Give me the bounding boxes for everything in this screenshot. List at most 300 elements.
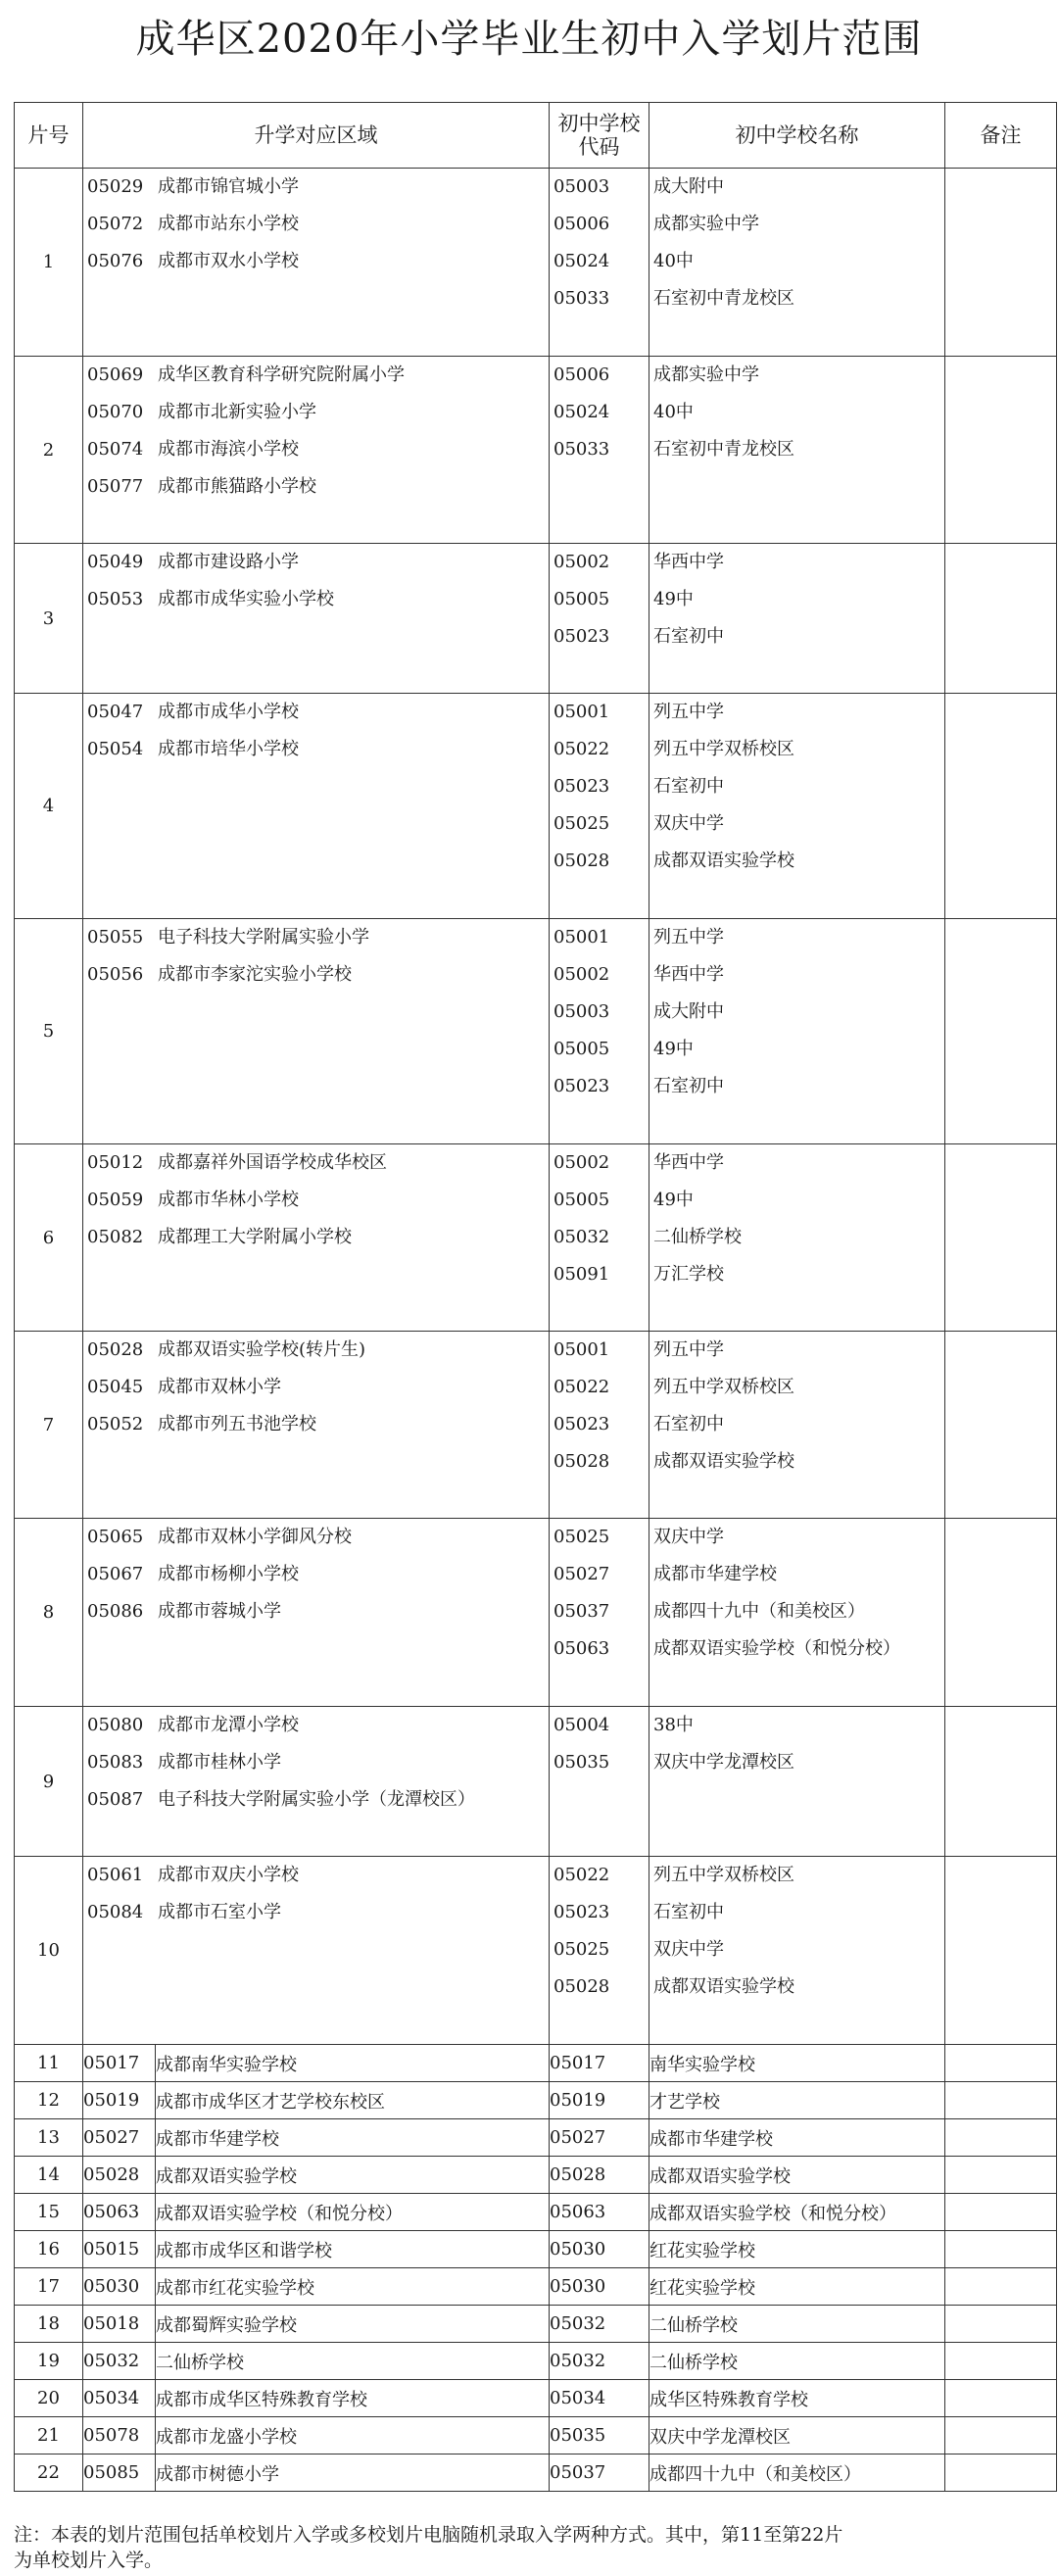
- middle-school-name: 华西中学: [653, 1152, 724, 1173]
- middle-school-name: 成都实验中学: [653, 365, 759, 385]
- primary-school-entry: [83, 919, 549, 956]
- middle-school-code: 05023: [553, 1902, 610, 1922]
- primary-school-entry: [83, 1894, 549, 1931]
- middle-school-name: 成都双语实验学校（和悦分校）: [653, 1638, 900, 1659]
- middle-school-code: 05063: [550, 2194, 649, 2231]
- zone-number: 21: [15, 2417, 83, 2454]
- primary-school-code: 05032: [83, 2343, 156, 2380]
- primary-school-code: 05034: [83, 2380, 156, 2417]
- primary-school-code: 05027: [83, 2119, 156, 2157]
- middle-school-code: 05028: [553, 1451, 610, 1472]
- primary-school-name: 成都市华建学校: [156, 2119, 550, 2157]
- middle-school-name: 49中: [653, 1039, 694, 1059]
- primary-school-entry: [83, 544, 549, 581]
- middle-school-name: 石室初中: [653, 1076, 724, 1096]
- middle-school-name: 成大附中: [653, 1001, 724, 1022]
- middle-school-code: 05001: [553, 927, 610, 948]
- primary-school-entry: [83, 1707, 549, 1744]
- footnote-line-2: 为单校划片入学。: [14, 2550, 164, 2571]
- zone-number: 3: [15, 544, 83, 694]
- primary-school-name: 成都市红花实验学校: [156, 2268, 550, 2306]
- primary-school-code: 05059: [87, 1190, 144, 1210]
- primary-school-name: 成都双语实验学校(转片生): [158, 1339, 366, 1360]
- primary-school-name: 成都市龙盛小学校: [156, 2417, 550, 2454]
- remark-cell: [945, 2306, 1057, 2343]
- primary-school-entry: [83, 1857, 549, 1894]
- remark-cell: [945, 357, 1057, 544]
- middle-school-name: 双庆中学龙潭校区: [653, 1752, 794, 1773]
- middle-school-code: 05006: [553, 365, 610, 385]
- primary-school-code: 05028: [87, 1339, 144, 1360]
- middle-school-code: 05030: [550, 2268, 649, 2306]
- header-school-code: [550, 103, 649, 169]
- middle-school-name: 成都双语实验学校（和悦分校）: [649, 2194, 945, 2231]
- zone-number: 13: [15, 2119, 83, 2157]
- zone-number: 2: [15, 357, 83, 544]
- zone-number: 11: [15, 2045, 83, 2082]
- remark-cell: [945, 2082, 1057, 2119]
- primary-school-name: 成都市成华区才艺学校东校区: [156, 2082, 550, 2119]
- middle-school-name: 华西中学: [653, 964, 724, 985]
- header-school-code-line1: 初中学校: [557, 112, 641, 135]
- primary-school-list: [83, 357, 550, 544]
- middle-school-code: 05032: [550, 2306, 649, 2343]
- primary-school-entry: [83, 468, 549, 506]
- primary-school-entry: [83, 1556, 549, 1593]
- primary-school-entry: [83, 1781, 549, 1819]
- middle-school-name-list: [649, 1332, 945, 1519]
- middle-school-name: 二仙桥学校: [649, 2306, 945, 2343]
- remark-cell: [945, 1144, 1057, 1332]
- middle-school-code: 05002: [553, 552, 610, 572]
- middle-school-code: 05063: [553, 1638, 610, 1659]
- middle-school-code-list: [550, 169, 649, 357]
- middle-school-name: 列五中学双桥校区: [653, 1865, 794, 1885]
- primary-school-code: 05061: [87, 1865, 144, 1885]
- primary-school-entry: [83, 1332, 549, 1369]
- middle-school-name: 成都双语实验学校: [653, 1451, 794, 1472]
- primary-school-code: 05028: [83, 2157, 156, 2194]
- primary-school-list: [83, 1144, 550, 1332]
- primary-school-name: 成都市杨柳小学校: [158, 1564, 299, 1584]
- primary-school-code: 05049: [87, 552, 144, 572]
- middle-school-name: 万汇学校: [653, 1264, 724, 1285]
- primary-school-name: 成都市成华区特殊教育学校: [156, 2380, 550, 2417]
- primary-school-name: 成华区教育科学研究院附属小学: [158, 365, 405, 385]
- primary-school-name: 成都市培华小学校: [158, 739, 299, 759]
- table-header-row: [15, 103, 1057, 169]
- middle-school-code: 05024: [553, 402, 610, 422]
- zone-number: 20: [15, 2380, 83, 2417]
- single-zone-row: [15, 2268, 1057, 2306]
- middle-school-code: 05028: [553, 851, 610, 871]
- primary-school-code: 05018: [83, 2306, 156, 2343]
- middle-school-code: 05004: [553, 1715, 610, 1735]
- middle-school-name: 石室初中: [653, 776, 724, 797]
- primary-school-code: 05080: [87, 1715, 144, 1735]
- remark-cell: [945, 2157, 1057, 2194]
- primary-school-code: 05085: [83, 2454, 156, 2492]
- primary-school-name: 成都市北新实验小学: [158, 402, 316, 422]
- remark-cell: [945, 2045, 1057, 2082]
- primary-school-entry: [83, 581, 549, 618]
- primary-school-entry: [83, 1519, 549, 1556]
- primary-school-name: 成都市龙潭小学校: [158, 1715, 299, 1735]
- primary-school-name: 成都市桂林小学: [158, 1752, 281, 1773]
- zone-number: 18: [15, 2306, 83, 2343]
- middle-school-code: 05023: [553, 776, 610, 797]
- middle-school-name: 49中: [653, 1190, 694, 1210]
- primary-school-code: 05053: [87, 589, 144, 609]
- primary-school-name: 成都市石室小学: [158, 1902, 281, 1922]
- primary-school-name: 成都市成华小学校: [158, 702, 299, 722]
- header-school-name: 初中学校名称: [649, 103, 945, 169]
- single-zone-row: [15, 2082, 1057, 2119]
- middle-school-code-list: [550, 694, 649, 919]
- middle-school-name: 成都实验中学: [653, 214, 759, 234]
- primary-school-list: [83, 1857, 550, 2045]
- primary-school-entry: [83, 1219, 549, 1256]
- zone-row: [15, 1144, 1057, 1332]
- single-zone-row: [15, 2045, 1057, 2082]
- middle-school-name: 列五中学: [653, 702, 724, 722]
- middle-school-code: 05003: [553, 176, 610, 197]
- remark-cell: [945, 169, 1057, 357]
- middle-school-code: 05005: [553, 1190, 610, 1210]
- middle-school-name: 列五中学双桥校区: [653, 739, 794, 759]
- primary-school-name: 成都市蓉城小学: [158, 1601, 281, 1622]
- primary-school-code: 05029: [87, 176, 144, 197]
- primary-school-list: [83, 694, 550, 919]
- remark-cell: [945, 544, 1057, 694]
- zone-number: 8: [15, 1519, 83, 1707]
- zoning-table: [14, 102, 1057, 2492]
- middle-school-code: 05025: [553, 1527, 610, 1547]
- single-zone-row: [15, 2194, 1057, 2231]
- remark-cell: [945, 1707, 1057, 1857]
- primary-school-list: [83, 544, 550, 694]
- primary-school-code: 05076: [87, 251, 144, 271]
- primary-school-entry: [83, 1744, 549, 1781]
- primary-school-name: 成都市华林小学校: [158, 1190, 299, 1210]
- middle-school-code: 05037: [553, 1601, 610, 1622]
- middle-school-name-list: [649, 1144, 945, 1332]
- primary-school-list: [83, 1519, 550, 1707]
- footnote-line-1: 注：本表的划片范围包括单校划片入学或多校划片电脑随机录取入学两种方式。其中，第11至第22片: [14, 2524, 843, 2546]
- middle-school-code: 05003: [553, 1001, 610, 1022]
- header-remark: 备注: [945, 103, 1057, 169]
- remark-cell: [945, 694, 1057, 919]
- middle-school-code-list: [550, 1332, 649, 1519]
- primary-school-code: 05070: [87, 402, 144, 422]
- middle-school-code: 05027: [553, 1564, 610, 1584]
- primary-school-name: 电子科技大学附属实验小学（龙潭校区）: [158, 1789, 475, 1810]
- primary-school-code: 05019: [83, 2082, 156, 2119]
- middle-school-name: 双庆中学龙潭校区: [649, 2417, 945, 2454]
- primary-school-entry: [83, 731, 549, 768]
- zone-number: 19: [15, 2343, 83, 2380]
- middle-school-code: 05033: [553, 288, 610, 309]
- remark-cell: [945, 1519, 1057, 1707]
- primary-school-entry: [83, 206, 549, 243]
- middle-school-name: 40中: [653, 402, 694, 422]
- primary-school-name: 成都双语实验学校: [156, 2157, 550, 2194]
- primary-school-name: 成都市锦官城小学: [158, 176, 299, 197]
- middle-school-code: 05030: [550, 2231, 649, 2268]
- remark-cell: [945, 1857, 1057, 2045]
- middle-school-code-list: [550, 1857, 649, 2045]
- middle-school-code: 05005: [553, 1039, 610, 1059]
- middle-school-name: 成都双语实验学校: [653, 1976, 794, 1997]
- middle-school-code: 05005: [553, 589, 610, 609]
- primary-school-list: [83, 1332, 550, 1519]
- zone-row: [15, 544, 1057, 694]
- primary-school-name: 成都市双林小学御风分校: [158, 1527, 352, 1547]
- zone-row: [15, 1519, 1057, 1707]
- remark-cell: [945, 2194, 1057, 2231]
- zone-row: [15, 357, 1057, 544]
- middle-school-code: 05023: [553, 1414, 610, 1434]
- middle-school-code-list: [550, 1707, 649, 1857]
- primary-school-name: 成都市建设路小学: [158, 552, 299, 572]
- zone-number: 4: [15, 694, 83, 919]
- primary-school-list: [83, 919, 550, 1144]
- middle-school-name: 成都市华建学校: [653, 1564, 777, 1584]
- primary-school-code: 05017: [83, 2045, 156, 2082]
- middle-school-name-list: [649, 1707, 945, 1857]
- primary-school-entry: [83, 431, 549, 468]
- primary-school-code: 05067: [87, 1564, 144, 1584]
- middle-school-name: 成都双语实验学校: [653, 851, 794, 871]
- middle-school-name: 成都四十九中（和美校区）: [649, 2454, 945, 2492]
- remark-cell: [945, 2380, 1057, 2417]
- middle-school-code: 05091: [553, 1264, 610, 1285]
- middle-school-name: 石室初中: [653, 626, 724, 647]
- middle-school-code: 05006: [553, 214, 610, 234]
- primary-school-name: 成都市双庆小学校: [158, 1865, 299, 1885]
- primary-school-name: 成都市列五书池学校: [158, 1414, 316, 1434]
- middle-school-code: 05001: [553, 1339, 610, 1360]
- middle-school-name: 石室初中青龙校区: [653, 439, 794, 460]
- primary-school-code: 05078: [83, 2417, 156, 2454]
- middle-school-name: 南华实验学校: [649, 2045, 945, 2082]
- middle-school-name: 双庆中学: [653, 813, 724, 834]
- zone-number: 6: [15, 1144, 83, 1332]
- single-zone-row: [15, 2454, 1057, 2492]
- remark-cell: [945, 919, 1057, 1144]
- primary-school-name: 成都市树德小学: [156, 2454, 550, 2492]
- primary-school-name: 成都市熊猫路小学校: [158, 476, 316, 497]
- middle-school-name: 石室初中: [653, 1902, 724, 1922]
- middle-school-name-list: [649, 544, 945, 694]
- zone-number: 15: [15, 2194, 83, 2231]
- remark-cell: [945, 1332, 1057, 1519]
- middle-school-code-list: [550, 1519, 649, 1707]
- middle-school-name: 华西中学: [653, 552, 724, 572]
- primary-school-name: 成都市成华实验小学校: [158, 589, 334, 609]
- middle-school-name: 石室初中: [653, 1414, 724, 1434]
- primary-school-code: 05072: [87, 214, 144, 234]
- middle-school-code: 05037: [550, 2454, 649, 2492]
- primary-school-entry: [83, 1593, 549, 1630]
- zone-number: 5: [15, 919, 83, 1144]
- middle-school-code: 05002: [553, 1152, 610, 1173]
- middle-school-name: 二仙桥学校: [649, 2343, 945, 2380]
- middle-school-name: 二仙桥学校: [653, 1227, 742, 1247]
- primary-school-name: 成都市双水小学校: [158, 251, 299, 271]
- middle-school-name: 成都四十九中（和美校区）: [653, 1601, 865, 1622]
- middle-school-name: 才艺学校: [649, 2082, 945, 2119]
- primary-school-code: 05030: [83, 2268, 156, 2306]
- primary-school-entry: [83, 169, 549, 206]
- single-zone-row: [15, 2380, 1057, 2417]
- middle-school-name-list: [649, 1857, 945, 2045]
- header-zone-no: 片号: [15, 103, 83, 169]
- primary-school-name: 成都蜀辉实验学校: [156, 2306, 550, 2343]
- middle-school-name-list: [649, 357, 945, 544]
- middle-school-name: 成华区特殊教育学校: [649, 2380, 945, 2417]
- middle-school-name: 成大附中: [653, 176, 724, 197]
- middle-school-code: 05034: [550, 2380, 649, 2417]
- primary-school-code: 05087: [87, 1789, 144, 1810]
- primary-school-name: 成都双语实验学校（和悦分校）: [156, 2194, 550, 2231]
- primary-school-entry: [83, 243, 549, 280]
- middle-school-code: 05028: [553, 1976, 610, 1997]
- primary-school-entry: [83, 956, 549, 994]
- zone-row: [15, 1857, 1057, 2045]
- middle-school-code-list: [550, 919, 649, 1144]
- primary-school-code: 05086: [87, 1601, 144, 1622]
- middle-school-name-list: [649, 1519, 945, 1707]
- middle-school-code: 05035: [550, 2417, 649, 2454]
- middle-school-code: 05024: [553, 251, 610, 271]
- middle-school-name: 红花实验学校: [649, 2268, 945, 2306]
- middle-school-code: 05035: [553, 1752, 610, 1773]
- primary-school-code: 05055: [87, 927, 144, 948]
- middle-school-code: 05032: [550, 2343, 649, 2380]
- middle-school-name-list: [649, 919, 945, 1144]
- primary-school-entry: [83, 694, 549, 731]
- middle-school-code: 05025: [553, 813, 610, 834]
- primary-school-entry: [83, 394, 549, 431]
- header-area: 升学对应区域: [83, 103, 550, 169]
- primary-school-code: 05084: [87, 1902, 144, 1922]
- remark-cell: [945, 2119, 1057, 2157]
- primary-school-code: 05083: [87, 1752, 144, 1773]
- single-zone-row: [15, 2417, 1057, 2454]
- middle-school-name: 红花实验学校: [649, 2231, 945, 2268]
- primary-school-code: 05015: [83, 2231, 156, 2268]
- zone-number: 1: [15, 169, 83, 357]
- middle-school-name: 38中: [653, 1715, 694, 1735]
- zone-number: 16: [15, 2231, 83, 2268]
- middle-school-code: 05022: [553, 1377, 610, 1397]
- primary-school-name: 成都市双林小学: [158, 1377, 281, 1397]
- primary-school-code: 05074: [87, 439, 144, 460]
- middle-school-code: 05032: [553, 1227, 610, 1247]
- middle-school-code: 05022: [553, 739, 610, 759]
- middle-school-name: 列五中学: [653, 1339, 724, 1360]
- middle-school-code: 05027: [550, 2119, 649, 2157]
- primary-school-list: [83, 169, 550, 357]
- middle-school-code: 05019: [550, 2082, 649, 2119]
- middle-school-code-list: [550, 357, 649, 544]
- primary-school-code: 05082: [87, 1227, 144, 1247]
- primary-school-code: 05052: [87, 1414, 144, 1434]
- header-school-code-line2: 代码: [578, 135, 620, 159]
- middle-school-name-list: [649, 694, 945, 919]
- middle-school-code: 05001: [553, 702, 610, 722]
- primary-school-code: 05045: [87, 1377, 144, 1397]
- zone-number: 7: [15, 1332, 83, 1519]
- primary-school-name: 成都市李家沱实验小学校: [158, 964, 352, 985]
- middle-school-name: 列五中学: [653, 927, 724, 948]
- primary-school-code: 05056: [87, 964, 144, 985]
- primary-school-code: 05077: [87, 476, 144, 497]
- zone-row: [15, 694, 1057, 919]
- zone-number: 14: [15, 2157, 83, 2194]
- primary-school-name: 成都市成华区和谐学校: [156, 2231, 550, 2268]
- zone-row: [15, 919, 1057, 1144]
- primary-school-entry: [83, 1144, 549, 1182]
- remark-cell: [945, 2417, 1057, 2454]
- primary-school-name: 电子科技大学附属实验小学: [158, 927, 369, 948]
- zone-row: [15, 169, 1057, 357]
- middle-school-code: 05023: [553, 626, 610, 647]
- primary-school-name: 成都嘉祥外国语学校成华校区: [158, 1152, 387, 1173]
- zone-number: 10: [15, 1857, 83, 2045]
- primary-school-entry: [83, 357, 549, 394]
- primary-school-entry: [83, 1406, 549, 1443]
- zone-number: 9: [15, 1707, 83, 1857]
- primary-school-code: 05047: [87, 702, 144, 722]
- middle-school-name: 成都市华建学校: [649, 2119, 945, 2157]
- primary-school-name: 成都市海滨小学校: [158, 439, 299, 460]
- remark-cell: [945, 2231, 1057, 2268]
- zone-number: 17: [15, 2268, 83, 2306]
- middle-school-code: 05028: [550, 2157, 649, 2194]
- primary-school-code: 05065: [87, 1527, 144, 1547]
- middle-school-name: 列五中学双桥校区: [653, 1377, 794, 1397]
- middle-school-code-list: [550, 1144, 649, 1332]
- primary-school-entry: [83, 1182, 549, 1219]
- zone-number: 12: [15, 2082, 83, 2119]
- middle-school-code: 05017: [550, 2045, 649, 2082]
- primary-school-name: 成都市站东小学校: [158, 214, 299, 234]
- middle-school-code-list: [550, 544, 649, 694]
- middle-school-name: 双庆中学: [653, 1939, 724, 1960]
- primary-school-code: 05054: [87, 739, 144, 759]
- document-title: 成华区2020年小学毕业生初中入学划片范围: [135, 16, 923, 62]
- remark-cell: [945, 2343, 1057, 2380]
- remark-cell: [945, 2268, 1057, 2306]
- middle-school-code: 05002: [553, 964, 610, 985]
- primary-school-list: [83, 1707, 550, 1857]
- middle-school-code: 05025: [553, 1939, 610, 1960]
- single-zone-row: [15, 2306, 1057, 2343]
- zone-row: [15, 1332, 1057, 1519]
- middle-school-name: 成都双语实验学校: [649, 2157, 945, 2194]
- single-zone-row: [15, 2231, 1057, 2268]
- primary-school-name: 成都理工大学附属小学校: [158, 1227, 352, 1247]
- middle-school-name: 49中: [653, 589, 694, 609]
- middle-school-name: 40中: [653, 251, 694, 271]
- primary-school-code: 05012: [87, 1152, 144, 1173]
- middle-school-code: 05022: [553, 1865, 610, 1885]
- single-zone-row: [15, 2119, 1057, 2157]
- middle-school-name: 石室初中青龙校区: [653, 288, 794, 309]
- primary-school-code: 05069: [87, 365, 144, 385]
